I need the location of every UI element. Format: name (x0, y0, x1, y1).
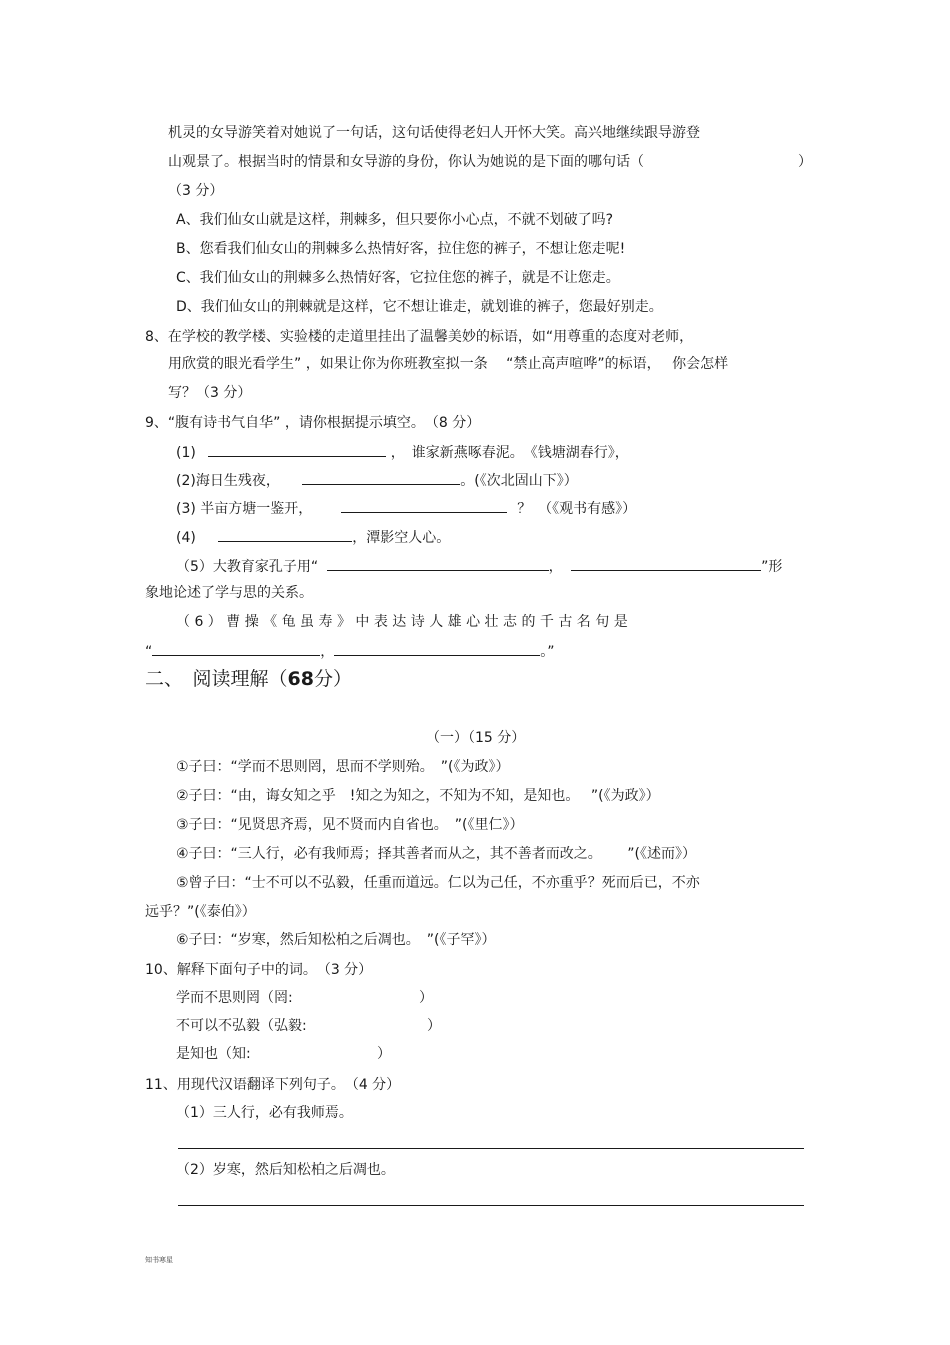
q9-item3 (176, 498, 636, 518)
q9-item1-blank[interactable] (208, 442, 386, 457)
q9-item6-end: 。” (540, 644, 555, 660)
q9-item3-prompt: (3) 半亩方塘一鉴开， (176, 501, 313, 517)
q10-item1-close: ） (419, 990, 433, 1006)
q9-item4-number: (4) (176, 530, 196, 546)
q10-item2: 不可以不弘毅（弘毅: (176, 1018, 307, 1034)
q11-title: 11、用现代汉语翻译下列句子。 （4 分） (145, 1077, 401, 1093)
reading1-quote6: ⑥子曰：“岁寒，然后知松柏之后凋也。 ”(《子罕》） (176, 932, 496, 948)
section-heading-score: 68 (287, 668, 314, 690)
q9-item6-line1: （ 6 ） 曹 操 《 龟 虽 寿 》 中 表 达 诗 人 雄 心 壮 志 的 千 古 名 句 是 (176, 614, 628, 630)
q10-item3: 是知也（知: (176, 1046, 251, 1062)
q9-title: 9、“腹有诗书气自华” ，请你根据提示填空。 （8 分） (145, 415, 481, 431)
q8-line1: 8、在学校的教学楼、实验楼的走道里挂出了温馨美妙的标语，如“用尊重的态度对老师， (145, 329, 694, 345)
q9-item4 (176, 527, 450, 547)
reading1-quote1: ①子曰：“学而不思则罔，思而不学则殆。 ”(《为政》） (176, 759, 510, 775)
reading1-quote5: ⑤曾子曰：“士不可以不弘毅，任重而道远。仁以为己任，不亦重乎？死而后已，不亦 (176, 875, 700, 891)
q9-item5-close: ”形 (761, 559, 783, 575)
q9-item5-blank2[interactable] (571, 556, 761, 571)
q11-sentence2: （2）岁寒，然后知松柏之后凋也。 (176, 1162, 395, 1178)
q7-option-a: A、我们仙女山就是这样，荆棘多，但只要你小心点，不就不划破了吗? (176, 212, 614, 228)
q9-item5-blank1[interactable] (327, 556, 549, 571)
q7-answer-close: ） (798, 154, 812, 170)
q9-item2-text: 。(《次北固山下》） (460, 473, 578, 489)
q7-option-d: D、我们仙女山的荆棘就是这样，它不想让谁走，就划谁的裤子，您最好别走。 (176, 299, 663, 315)
q8-line2: 用欣赏的眼光看学生” ，如果让你为你班教室拟一条 “禁止高声喧哗”的标语， 你会怎样 (168, 356, 729, 372)
q7-line1: 机灵的女导游笑着对她说了一句话，这句话使得老妇人开怀大笑。高兴地继续跟导游登 (168, 125, 700, 141)
q9-item2-blank[interactable] (302, 470, 460, 485)
q9-item4-blank[interactable] (218, 527, 352, 542)
reading1-quote5-line2: 远乎？”(《泰伯》） (145, 904, 256, 920)
q9-item5-comma: ， (548, 559, 563, 575)
q11-answer-line1[interactable] (178, 1148, 804, 1149)
section-heading-suffix: 分） (313, 668, 352, 690)
q9-item6-line2 (145, 641, 555, 661)
q10-item3-close: ） (377, 1046, 391, 1062)
section-heading (145, 667, 352, 691)
q9-item6-blank2[interactable] (334, 641, 540, 656)
q7-option-b: B、您看我们仙女山的荆棘多么热情好客，拉住您的裤子，不想让您走呢! (176, 241, 626, 257)
q9-item5-line2: 象地论述了学与思的关系。 (145, 585, 313, 601)
q10-item1: 学而不思则罔（罔: (176, 990, 293, 1006)
reading1-title: （一）（15 分） (426, 730, 526, 746)
q9-item3-blank[interactable] (341, 498, 507, 513)
reading1-quote3: ③子曰：“见贤思齐焉，见不贤而内自省也。 ”(《里仁》） (176, 817, 524, 833)
q9-item1 (176, 442, 629, 462)
q9-item6-blank1[interactable] (152, 641, 320, 656)
q9-item2 (176, 470, 578, 490)
q9-item6-open-quote: “ (145, 644, 153, 660)
q9-item1-number: (1) (176, 445, 196, 461)
q8-line3: 写？（3 分） (168, 385, 252, 401)
reading1-quote2: ②子曰：“由，诲女知之乎 !知之为知之，不知为不知，是知也。 ”(《为政》） (176, 788, 660, 804)
q7-option-c: C、我们仙女山的荆棘多么热情好客，它拉住您的裤子，就是不让您走。 (176, 270, 620, 286)
q7-points: （3 分） (168, 183, 224, 199)
q10-item2-close: ） (427, 1018, 441, 1034)
q7-line2: 山观景了。根据当时的情景和女导游的身份，你认为她说的是下面的哪句话（ (168, 154, 644, 170)
page-footer: 知书寒星 (145, 1256, 173, 1264)
q9-item2-prompt: (2)海日生残夜， (176, 473, 280, 489)
q9-item1-text: ， 谁家新燕啄春泥。 《钱塘湖春行》， (390, 445, 629, 461)
q9-item6-comma: ， (320, 644, 335, 660)
q9-item4-text: ，潭影空人心。 (352, 530, 451, 546)
reading1-quote4: ④子曰：“三人行，必有我师焉；择其善者而从之，其不善者而改之。 ”(《述而》） (176, 846, 696, 862)
q9-item3-text: ？ （《观书有感》） (517, 501, 637, 517)
q9-item5-prompt: （5）大教育家孔子用“ (176, 559, 319, 575)
q10-title: 10、解释下面句子中的词。 （3 分） (145, 962, 373, 978)
section-heading-prefix: 二、 阅读理解（ (145, 668, 288, 690)
q9-item5 (176, 556, 782, 576)
q11-answer-line2[interactable] (178, 1205, 804, 1206)
q11-sentence1: （1）三人行，必有我师焉。 (176, 1105, 353, 1121)
